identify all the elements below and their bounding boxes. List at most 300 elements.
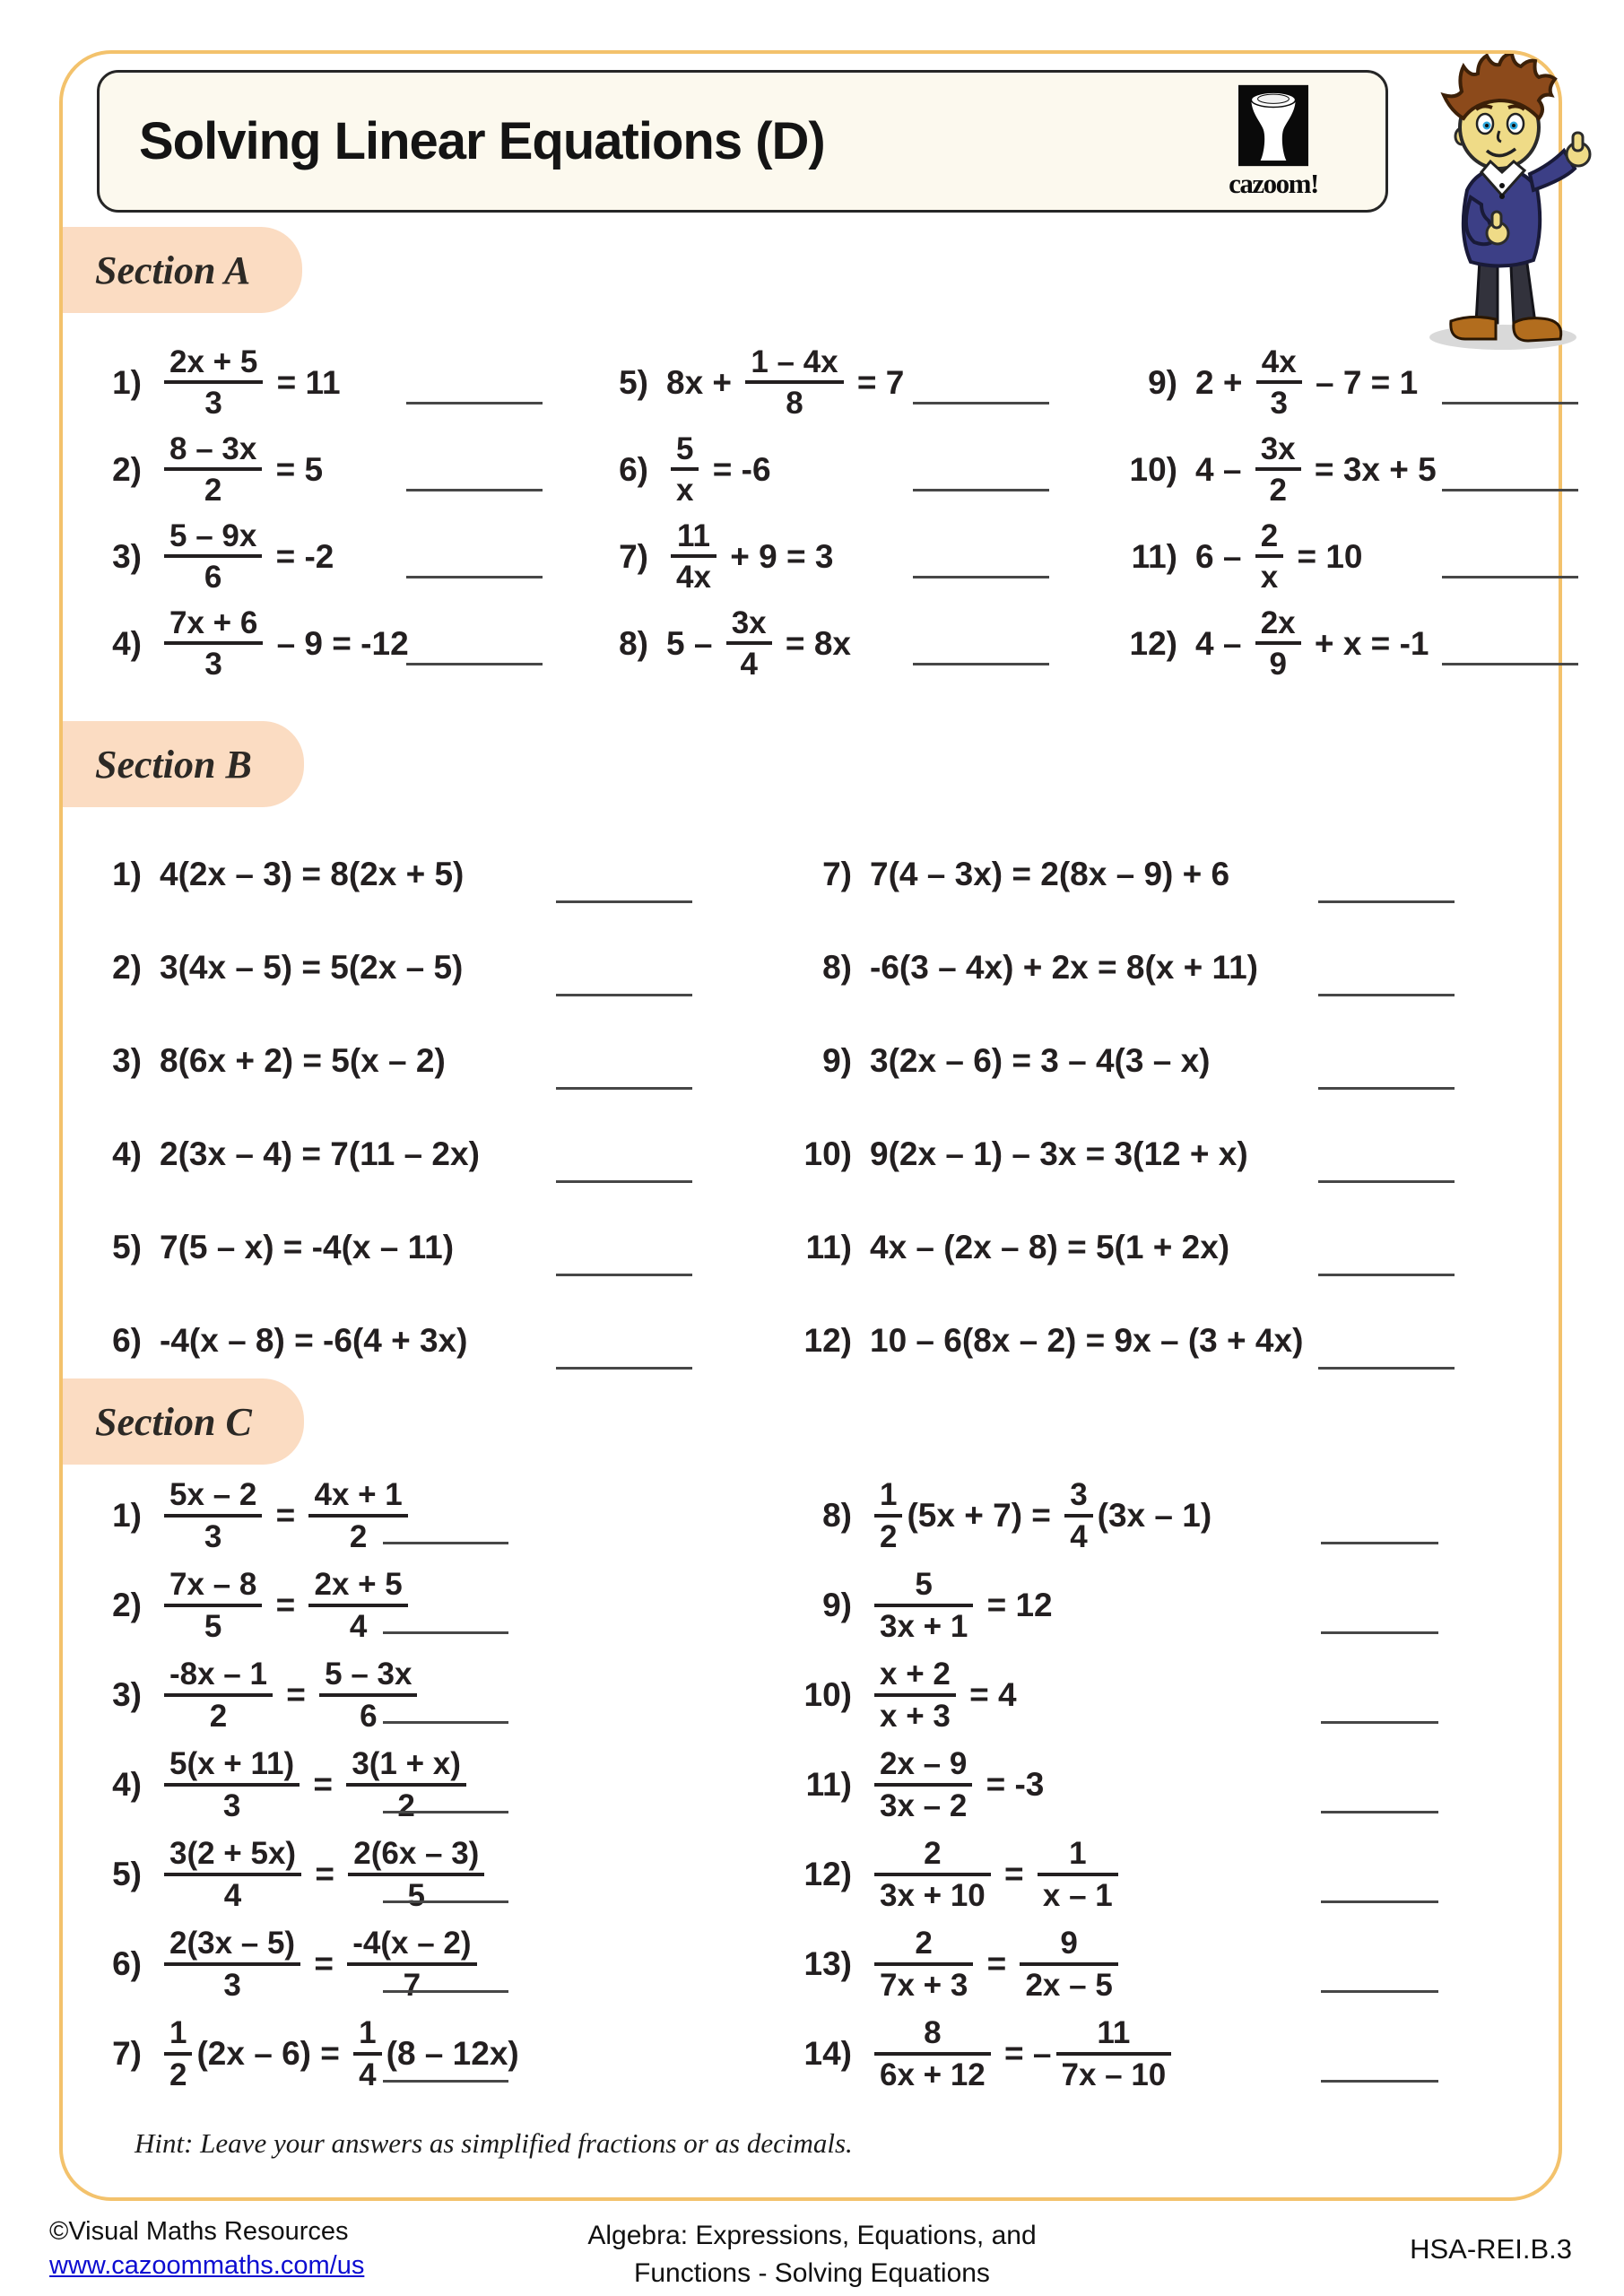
equation [160,1135,480,1173]
fraction-numerator: 2 [874,1926,973,1965]
fraction-numerator: 3x [726,606,772,645]
fraction [1020,1926,1117,2001]
fraction [164,519,262,594]
fraction [726,606,772,681]
problem-number: 5) [112,1229,142,1265]
problem-number: 7) [112,2035,142,2072]
equation-text: = [977,1945,1016,1982]
problem-number: 7) [822,856,852,892]
footer [0,2208,1624,2296]
problem [79,1471,789,1561]
fraction-denominator: x + 3 [880,1698,951,1734]
equation [160,432,323,507]
problem-number: 9) [1148,363,1177,401]
problem [79,1830,789,1919]
equation-text: 3(4x – 5) = 5(2x – 5) [160,949,464,986]
standard-code: HSA-REI.B.3 [1410,2233,1572,2265]
equation-text: = -6 [703,450,771,488]
fraction-numerator: 8 [874,2016,991,2055]
equation [870,856,1229,893]
problem [79,426,586,513]
problem [789,1294,1560,1387]
equation-text: + 9 = 3 [720,537,834,575]
fraction-denominator: 4 [359,2057,377,2092]
equation-text: -4(x – 8) = -6(4 + 3x) [160,1322,468,1359]
problem [79,921,789,1014]
problem [789,1919,1560,2009]
topic-line-2: Functions - Solving Equations [634,2258,990,2288]
fraction-denominator: 2x – 5 [1025,1967,1113,2003]
fraction-numerator: 2 [1255,519,1283,558]
copyright-text: ©Visual Maths Resources [49,2217,349,2246]
problem-number: 4) [112,624,142,662]
answer-blank[interactable] [1318,1087,1455,1090]
fraction-numerator: 7x – 8 [164,1568,262,1606]
equation [160,949,463,987]
problem [79,1561,789,1650]
problem [789,1830,1560,1919]
problem-number: 14) [803,2035,852,2072]
equation-text: 2(3x – 4) = 7(11 – 2x) [160,1135,480,1172]
equation [870,1478,1211,1552]
equation-text: = [305,1945,343,1982]
answer-blank[interactable] [1442,402,1578,404]
fraction-numerator: 2x + 5 [164,345,263,384]
fraction-numerator: 3 [1064,1478,1092,1517]
problem-number: 1) [112,363,142,401]
problem [586,600,1115,687]
equation [666,519,833,594]
fraction [164,1568,262,1642]
answer-blank[interactable] [556,1274,692,1276]
fraction-denominator: 7 [403,1967,421,2003]
fraction [745,345,843,420]
fraction [1256,345,1302,420]
equation-text: = – [994,2035,1052,2072]
equation [160,1322,467,1360]
fraction [671,432,699,507]
equation-text: = [994,1856,1033,1892]
fraction-denominator: 3 [204,1518,222,1554]
answer-blank[interactable] [913,402,1049,404]
problem-number: 11) [805,1229,852,1265]
problem [79,1650,789,1740]
title-box [97,70,1388,213]
fraction-numerator: 5 [874,1568,973,1606]
answer-blank[interactable] [1321,1900,1438,1903]
fraction [164,606,263,681]
problem-number: 10) [803,1135,852,1172]
problem-number: 9) [822,1042,852,1079]
equation-text: = 11 [267,363,341,401]
answer-blank[interactable] [1318,1274,1455,1276]
answer-blank[interactable] [383,1542,508,1544]
equation-text: (8 – 12x) [386,2035,519,2072]
section-b-header [63,721,304,807]
fraction-numerator: 2x + 5 [308,1568,407,1606]
fraction-numerator: 4x [1256,345,1302,384]
fraction-numerator: 5 – 9x [164,519,262,558]
fraction-numerator: -8x – 1 [164,1657,273,1696]
equation [666,432,771,507]
problem [79,1740,789,1830]
fraction-denominator: 3x + 1 [880,1608,968,1644]
answer-blank[interactable] [1321,1631,1438,1634]
fraction-denominator: 3x + 10 [880,1877,986,1913]
equation [870,1322,1303,1360]
hint-text: Hint: Leave your answers as simplified fractions or as decimals. [135,2127,853,2159]
fraction [164,1837,301,1911]
problem [79,828,789,921]
answer-blank[interactable] [1321,1542,1438,1544]
fraction-denominator: x – 1 [1042,1877,1113,1913]
problem-number: 12) [803,1322,852,1359]
problem-number: 4) [112,1766,142,1803]
problem [789,1014,1560,1108]
problem [789,1108,1560,1201]
problem-number: 8) [822,949,852,986]
fraction-denominator: 6 [360,1698,378,1734]
problem-number: 4) [112,1135,142,1172]
equation [870,1135,1248,1173]
fraction-denominator: 2 [349,1518,368,1554]
equation-text: = 12 [977,1587,1053,1623]
equation-text: = [276,1676,316,1713]
equation [870,1657,1017,1732]
fraction-denominator: 3 [204,647,222,682]
fraction-denominator: 3 [222,1787,241,1823]
equation [870,2016,1176,2091]
problem [79,2009,789,2099]
problem-number: 9) [822,1587,852,1623]
equation-text: 8(6x + 2) = 5(x – 2) [160,1042,446,1079]
problem [789,1650,1560,1740]
equation-text: 4(2x – 3) = 8(2x + 5) [160,856,465,892]
equation-text: = [266,1587,305,1623]
fraction [874,1747,972,1822]
fraction-denominator: 2 [880,1518,898,1554]
fraction-denominator: 8 [786,386,803,421]
problem [79,1108,789,1201]
fraction-numerator: 2x – 9 [874,1747,972,1786]
fraction-denominator: 6x + 12 [880,2057,986,2092]
fraction-numerator: 4x + 1 [308,1478,407,1517]
equation-text: = -2 [266,537,334,575]
answer-blank[interactable] [1318,1367,1455,1370]
equation-text: = 8x [776,624,851,662]
answer-blank[interactable] [556,994,692,996]
section-b-label: Section B [95,742,252,787]
fraction-numerator: 2x [1255,606,1301,645]
equation-text: (2x – 6) = [196,2035,350,2072]
answer-blank[interactable] [556,1367,692,1370]
equation-text: 4 – [1195,450,1251,488]
footer-left [49,2215,364,2283]
fraction [671,519,716,594]
fraction-denominator: 4 [349,1608,368,1644]
equation-text: (5x + 7) = [907,1497,1061,1534]
equation-text: 2 + [1195,363,1252,401]
equation-text: 3(2x – 6) = 3 – 4(3 – x) [870,1042,1211,1079]
answer-blank[interactable] [913,576,1049,578]
equation-text: 7(5 – x) = -4(x – 11) [160,1229,455,1265]
fraction-numerator: x + 2 [874,1657,956,1696]
footer-topic [472,2217,1153,2292]
problem-number: 6) [112,1322,142,1359]
equation [870,1568,1053,1642]
fraction [1255,432,1301,507]
answer-blank[interactable] [1321,1811,1438,1813]
answer-blank[interactable] [1318,994,1455,996]
problem-number: 10) [1129,450,1177,488]
answer-blank[interactable] [383,1721,508,1724]
equation-text: 9(2x – 1) – 3x = 3(12 + x) [870,1135,1248,1172]
equation [870,1747,1044,1822]
problem-number: 3) [112,1042,142,1079]
fraction-numerator: 5x – 2 [164,1478,262,1517]
answer-blank[interactable] [383,2080,508,2083]
problem-number: 2) [112,949,142,986]
equation-text: 8x + [666,363,742,401]
fraction [353,2016,381,2091]
problem-number: 5) [619,363,648,401]
fraction-denominator: 3 [223,1967,241,2003]
fraction-numerator: 2(3x – 5) [164,1926,300,1965]
fraction-denominator: 2 [204,473,222,508]
equation-text: 5 – [666,624,722,662]
answer-blank[interactable] [406,402,543,404]
equation [870,1926,1123,2001]
problem [586,513,1115,600]
fraction-denominator: 7x + 3 [880,1967,968,2003]
fraction-numerator: 7x + 6 [164,606,263,645]
equation [160,1568,413,1642]
fraction [874,1837,991,1911]
equation [160,856,464,893]
fraction-numerator: 11 [671,519,716,558]
fraction-denominator: 2 [397,1787,415,1823]
problem-number: 1) [112,1497,142,1534]
answer-blank[interactable] [556,900,692,903]
fraction-numerator: 2 [874,1837,991,1875]
fraction-numerator: 8 – 3x [164,432,262,471]
problem [79,513,586,600]
problem [1115,513,1560,600]
section-c-problems [79,1471,1560,2099]
fraction-numerator: -4(x – 2) [347,1926,476,1965]
equation-text: 10 – 6(8x – 2) = 9x – (3 + 4x) [870,1322,1304,1359]
section-c-label: Section C [95,1399,252,1444]
answer-blank[interactable] [383,1811,508,1813]
fraction-denominator: x [1260,560,1279,595]
fraction-denominator: 5 [204,1608,222,1644]
page-title: Solving Linear Equations (D) [139,112,825,170]
problem [789,1201,1560,1294]
logo-text: cazoom! [1229,168,1318,199]
fraction-denominator: 4 [223,1877,242,1913]
equation-text: = -3 [977,1766,1045,1803]
fraction [1038,1837,1118,1911]
equation [870,949,1258,987]
answer-blank[interactable] [1318,1180,1455,1183]
problem-number: 6) [112,1945,142,1982]
problem-number: 13) [803,1945,852,1982]
equation [666,606,851,681]
problem [79,1014,789,1108]
answer-blank[interactable] [1321,2080,1438,2083]
answer-blank[interactable] [913,663,1049,665]
equation [666,345,904,420]
fraction [1064,1478,1092,1552]
problem-number: 12) [1129,624,1177,662]
answer-blank[interactable] [913,489,1049,491]
equation-text: 4 – [1195,624,1251,662]
fraction-denominator: 2 [209,1698,228,1734]
fraction-denominator: 5 [407,1877,426,1913]
problem [1115,600,1560,687]
answer-blank[interactable] [1318,900,1455,903]
fraction-numerator: 1 – 4x [745,345,843,384]
fraction-numerator: 5 – 3x [319,1657,417,1696]
problem-number: 11) [805,1766,852,1803]
fraction [164,1657,273,1732]
fraction [164,2016,192,2091]
answer-blank[interactable] [1321,1721,1438,1724]
answer-blank[interactable] [383,1990,508,1993]
fraction [1255,606,1301,681]
equation [1195,345,1418,420]
problem-number: 11) [1131,537,1177,575]
fraction-denominator: 7x – 10 [1061,2057,1167,2092]
drum-icon [1238,84,1308,167]
answer-blank[interactable] [406,663,543,665]
fraction-numerator: 2(6x – 3) [348,1837,484,1875]
equation-text: (3x – 1) [1097,1497,1212,1534]
answer-blank[interactable] [406,576,543,578]
problem-number: 7) [619,537,648,575]
answer-blank[interactable] [1442,663,1578,665]
problem [789,1471,1560,1561]
problem-number: 8) [619,624,648,662]
section-b-problems [79,828,1560,1387]
problem [789,1740,1560,1830]
problem [789,2009,1560,2099]
fraction [164,1926,300,2001]
problem [789,921,1560,1014]
fraction-denominator: 4x [676,560,711,595]
equation [160,606,409,681]
equation [1195,432,1437,507]
fraction [1255,519,1283,594]
equation-text: = [306,1856,344,1892]
equation-text: – 9 = -12 [267,624,409,662]
answer-blank[interactable] [1442,489,1578,491]
problem [79,1294,789,1387]
answer-blank[interactable] [1442,576,1578,578]
problem [1115,426,1560,513]
equation-text: = 4 [960,1676,1017,1713]
fraction-denominator: 3 [1270,386,1288,421]
fraction-denominator: 2 [1269,473,1287,508]
equation-text: = [304,1766,343,1803]
equation-text: 6 – [1195,537,1251,575]
section-c-header [63,1378,304,1465]
fraction-denominator: 4 [740,647,758,682]
fraction-numerator: 1 [353,2016,381,2055]
fraction-denominator: 6 [204,560,222,595]
equation [160,1478,413,1552]
fraction-denominator: x [676,473,694,508]
fraction [874,1568,973,1642]
fraction [874,1478,902,1552]
equation [1195,519,1363,594]
answer-blank[interactable] [1321,1990,1438,1993]
equation-text: 7(4 – 3x) = 2(8x – 9) + 6 [870,856,1230,892]
fraction-denominator: 2 [169,2057,187,2092]
fraction-numerator: 1 [874,1478,902,1517]
cazoom-logo [1215,84,1332,200]
fraction [874,1657,956,1732]
equation-text: 4x – (2x – 8) = 5(1 + 2x) [870,1229,1230,1265]
problem [789,1561,1560,1650]
equation [160,345,341,420]
fraction-numerator: 9 [1020,1926,1117,1965]
problem [79,1919,789,2009]
equation-text: = 7 [847,363,905,401]
answer-blank[interactable] [556,1087,692,1090]
section-a-header [63,227,302,313]
problem-number: 2) [112,450,142,488]
answer-blank[interactable] [383,1631,508,1634]
problem-number: 6) [619,450,648,488]
problem-number: 5) [112,1856,142,1892]
equation-text: + x = -1 [1305,624,1429,662]
problem [586,339,1115,426]
website-link[interactable]: www.cazoommaths.com/us [49,2250,365,2280]
fraction-numerator: 11 [1056,2016,1172,2055]
answer-blank[interactable] [406,489,543,491]
fraction [874,1926,973,2001]
fraction-denominator: 3x – 2 [880,1787,968,1823]
equation-text: = 10 [1288,537,1363,575]
topic-line-1: Algebra: Expressions, Equations, and [587,2221,1037,2250]
equation-text: -6(3 – 4x) + 2x = 8(x + 11) [870,949,1258,986]
fraction-numerator: 3(2 + 5x) [164,1837,301,1875]
equation-text: – 7 = 1 [1306,363,1419,401]
equation [870,1042,1211,1080]
fraction [164,345,263,420]
fraction [874,2016,991,2091]
problem-number: 10) [803,1676,852,1713]
answer-blank[interactable] [556,1180,692,1183]
equation-text: = 3x + 5 [1305,450,1437,488]
answer-blank[interactable] [383,1900,508,1903]
fraction [164,1478,262,1552]
fraction [164,1747,300,1822]
fraction-numerator: 3(1 + x) [346,1747,466,1786]
equation [870,1229,1229,1266]
fraction-numerator: 5 [671,432,699,471]
section-a-problems [79,339,1560,687]
mascot-boy-illustration [1388,54,1618,355]
problem-number: 3) [112,537,142,575]
fraction-numerator: 3x [1255,432,1301,471]
fraction-denominator: 4 [1070,1518,1088,1554]
problem-number: 1) [112,856,142,892]
problem [79,600,586,687]
fraction-denominator: 9 [1269,647,1287,682]
section-a-label: Section A [95,248,251,292]
